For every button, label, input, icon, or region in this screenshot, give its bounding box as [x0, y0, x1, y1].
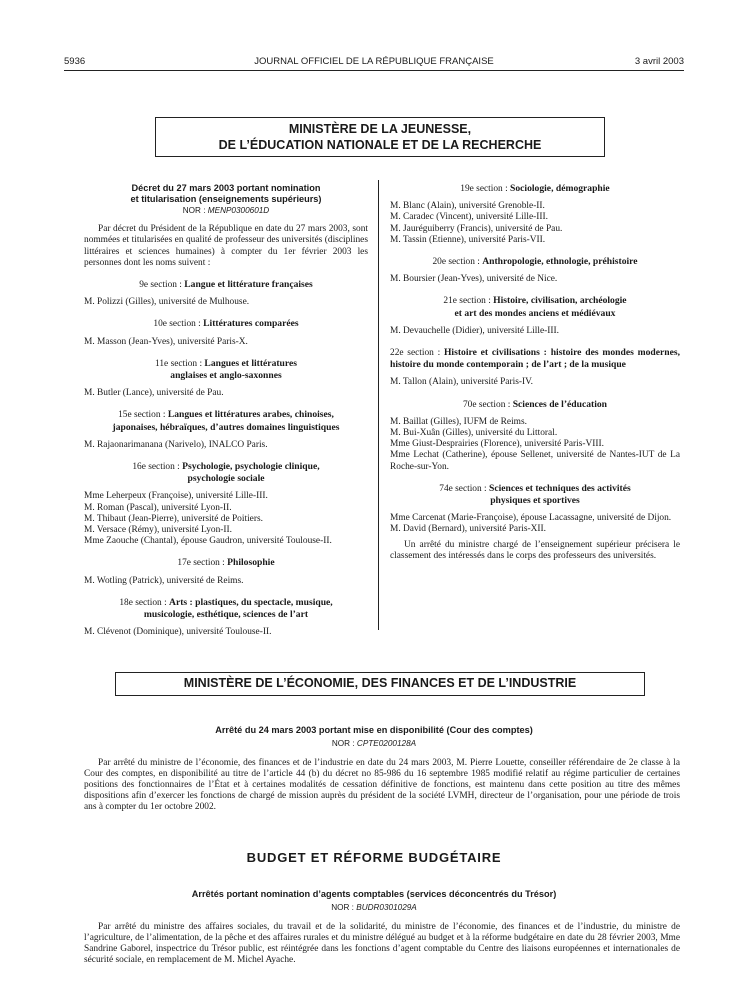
section-block [390, 337, 680, 389]
section-heading [390, 295, 680, 319]
section-title: Littératures comparées [203, 318, 299, 330]
nor-label: NOR : [331, 739, 357, 748]
arrete1-body: Par arrêté du ministre de l’économie, des finances et de l’industrie en date du 24 mars 2003, M. Pierre Louette, conseiller référendaire de 2e classe à la Cour des comptes, en disponibilité au titre de l’article 44 (b) du décret no 85-986 du 16 septembre 1985 modifié relatif au régime particulier de certaines positions des fonctionnaires de l’État et à certaines modalités de cessation définitive de fonctions, est maintenu dans cette position au titre des mêmes dispositions afin d’exercer les fonctions de chargé de mission auprès du président de la société LVMH, directeur de l’organisation, pour une période de trois ans à compter du 1er octobre 2002. [84, 758, 680, 812]
section-number: 17e section : [177, 558, 228, 569]
appointee-entry: M. Wotling (Patrick), université de Reims. [84, 575, 244, 586]
decree-title [84, 183, 368, 204]
section-number: 10e section : [153, 319, 204, 330]
section-title-cont: musicologie, esthétique, sciences de l’art [143, 609, 309, 621]
appointee-entry: M. Blanc (Alain), université Grenoble-II. [390, 201, 545, 212]
section-block [390, 285, 680, 337]
section-number: 15e section : [118, 410, 168, 421]
appointee-entry: Mme Giust-Desprairies (Florence), université Paris-VIII. [390, 439, 604, 450]
closing-paragraph: Un arrêté du ministre chargé de l’enseignement supérieur précisera le classement des intéressés dans le corps des professeurs des universités. [390, 539, 680, 561]
section-block [84, 451, 368, 547]
appointee-entry: M. Roman (Pascal), université Lyon-II. [84, 502, 232, 513]
appointee-entry: M. Butler (Lance), université de Pau. [84, 388, 224, 399]
appointee-entry: M. Baillat (Gilles), IUFM de Reims. [390, 416, 527, 427]
nor-label: NOR : [182, 206, 208, 215]
section-heading [390, 399, 680, 411]
section-block [84, 587, 368, 639]
appointee-entry: M. David (Bernard), université Paris-XII. [390, 524, 546, 535]
section-title: Sciences et techniques des activités [488, 482, 631, 494]
journal-title: JOURNAL OFFICIEL DE LA RÉPUBLIQUE FRANÇAISE [254, 56, 494, 67]
section-heading [390, 483, 680, 507]
nor-label: NOR : [331, 903, 357, 912]
section-heading [390, 183, 680, 195]
section-title-cont: japonaises, hébraïques, d’autres domaines linguistiques [112, 421, 340, 433]
appointee-entry: M. Boursier (Jean-Yves), université de Nice. [390, 274, 558, 285]
budget-title: Arrêtés portant nomination d’agents comptables (services déconcentrés du Trésor) [191, 889, 557, 899]
section-title: Psychologie, psychologie clinique, [182, 461, 320, 473]
section-title: Langues et littératures arabes, chinoises, [167, 409, 334, 421]
decree-intro: Par décret du Président de la République en date du 27 mars 2003, sont nommées et titularisées en qualité de professeur des universités (disciplines littéraires et sciences humaines) à compter du 1er février 2003 les personnes dont les noms suivent : [84, 224, 368, 268]
page-number: 5936 [64, 56, 86, 67]
section-number: 70e section : [462, 399, 513, 410]
section-title: Arts : plastiques, du spectacle, musique, [169, 596, 333, 608]
appointee-entry: M. Tassin (Etienne), université Paris-VII. [390, 234, 546, 245]
section-block [84, 399, 368, 451]
right-sections [390, 183, 680, 536]
decree-nor [84, 205, 368, 216]
appointee-entry: Mme Zaouche (Chantal), épouse Gaudron, université Toulouse-II. [84, 536, 332, 547]
section-block [84, 269, 368, 308]
budget-nor [64, 903, 684, 912]
nor-code: BUDR0301029A [356, 903, 417, 912]
section-block [84, 547, 368, 586]
issue-date: 3 avril 2003 [634, 56, 684, 67]
decree-title-line1: Décret du 27 mars 2003 portant nomination [131, 183, 321, 193]
section-heading [390, 347, 680, 371]
section-heading [84, 358, 368, 382]
section-heading [84, 279, 368, 291]
section-number: 21e section : [443, 296, 494, 307]
section-number: 20e section : [432, 257, 483, 268]
section-title: Histoire et civilisations : histoire des mondes modernes, histoire du monde contemporain ; de l’art ; de la musique [390, 347, 680, 371]
section-title-cont: psychologie sociale [187, 473, 265, 485]
budget-body: Par arrêté du ministre des affaires sociales, du travail et de la solidarité, du ministre de l’économie, des finances et de l’industrie, du ministre de l’agriculture, de l’alimentation, de la pêche et des affaires rurales et du ministre délégué au budget et à la réforme budgétaire en date du 28 février 2003, Mme Sandrine Gaborel, inspectrice du Trésor public, est réintégrée dans les fonctions d’agent comptable du Centre des liaisons européennes et internationales de sécurité sociale, en remplacement de M. Michel Ayache. [84, 922, 680, 965]
section-number: 19e section : [460, 184, 511, 194]
appointee-entry: Mme Leherpeux (Françoise), université Lille-III. [84, 491, 268, 502]
section-title-cont: physiques et sportives [490, 495, 580, 507]
section-title: Sociologie, démographie [510, 183, 610, 194]
section-block [84, 308, 368, 347]
section-title: Langue et littérature françaises [184, 279, 313, 291]
section-block [84, 348, 368, 400]
column-divider [378, 180, 379, 630]
appointee-entry: M. Caradec (Vincent), université Lille-III. [390, 212, 548, 223]
ministry-heading-line1: MINISTÈRE DE LA JEUNESSE, [288, 122, 472, 136]
section-block [390, 183, 680, 246]
appointee-entry: M. Jauréguiberry (Francis), université de Pau. [390, 223, 563, 234]
section-number: 22e section : [390, 348, 444, 359]
header-rule [64, 70, 684, 71]
ministry-heading-box [155, 117, 605, 157]
decree-title-line2: et titularisation (enseignements supérieurs) [130, 193, 322, 204]
appointee-entry: M. Polizzi (Gilles), université de Mulhouse. [84, 297, 250, 308]
section-block [390, 473, 680, 536]
ministry2-heading-box [115, 672, 645, 696]
left-sections [84, 269, 368, 638]
arrete1-title: Arrêté du 24 mars 2003 portant mise en disponibilité (Cour des comptes) [215, 725, 533, 735]
appointee-entry: M. Tallon (Alain), université Paris-IV. [390, 377, 533, 388]
appointee-entry: M. Versace (Rémy), université Lyon-II. [84, 525, 232, 536]
section-block [390, 246, 680, 285]
appointee-entry: M. Bui-Xuân (Gilles), université du Littoral. [390, 428, 558, 439]
appointee-entry: Mme Carcenat (Marie-Françoise), épouse Lacassagne, université de Dijon. [390, 513, 672, 524]
budget-heading: BUDGET ET RÉFORME BUDGÉTAIRE [246, 850, 502, 865]
section-title: Langues et littératures [204, 357, 297, 369]
section-heading [390, 256, 680, 268]
section-heading [84, 409, 368, 433]
left-column [84, 183, 368, 638]
section-title-cont: anglaises et anglo-saxonnes [170, 370, 282, 382]
section-heading [84, 597, 368, 621]
ministry2-heading: MINISTÈRE DE L’ÉCONOMIE, DES FINANCES ET DE L’INDUSTRIE [183, 676, 577, 690]
section-number: 18e section : [119, 597, 170, 608]
appointee-entry: M. Devauchelle (Didier), université Lille-III. [390, 325, 559, 336]
appointee-entry: M. Thibaut (Jean-Pierre), université de Poitiers. [84, 513, 263, 524]
section-heading [84, 557, 368, 569]
section-title-cont: et art des mondes anciens et médiévaux [454, 307, 616, 319]
appointee-entry: Mme Lechat (Catherine), épouse Sellenet, université de Nantes-IUT de La Roche-sur-Yon. [390, 450, 680, 472]
section-block [390, 389, 680, 473]
ministry-heading-line2: DE L’ÉDUCATION NATIONALE ET DE LA RECHERCHE [218, 138, 542, 152]
appointee-entry: M. Rajaonarimanana (Narivelo), INALCO Paris. [84, 439, 268, 450]
section-title: Anthropologie, ethnologie, préhistoire [482, 256, 638, 268]
arrete1-nor [64, 739, 684, 748]
section-number: 74e section : [439, 483, 489, 494]
section-heading [84, 461, 368, 485]
nor-code: MENP0300601D [207, 206, 270, 215]
right-column [390, 183, 680, 562]
section-number: 16e section : [132, 462, 183, 473]
appointee-entry: M. Masson (Jean-Yves), université Paris-X. [84, 336, 248, 347]
section-heading [84, 318, 368, 330]
section-number: 9e section : [139, 280, 185, 291]
appointee-entry: M. Clévenot (Dominique), université Toulouse-II. [84, 627, 272, 638]
nor-code: CPTE0200128A [356, 739, 417, 748]
section-title: Histoire, civilisation, archéologie [493, 295, 627, 307]
section-title: Philosophie [227, 557, 275, 569]
section-number: 11e section : [155, 358, 205, 369]
section-title: Sciences de l’éducation [512, 398, 608, 410]
